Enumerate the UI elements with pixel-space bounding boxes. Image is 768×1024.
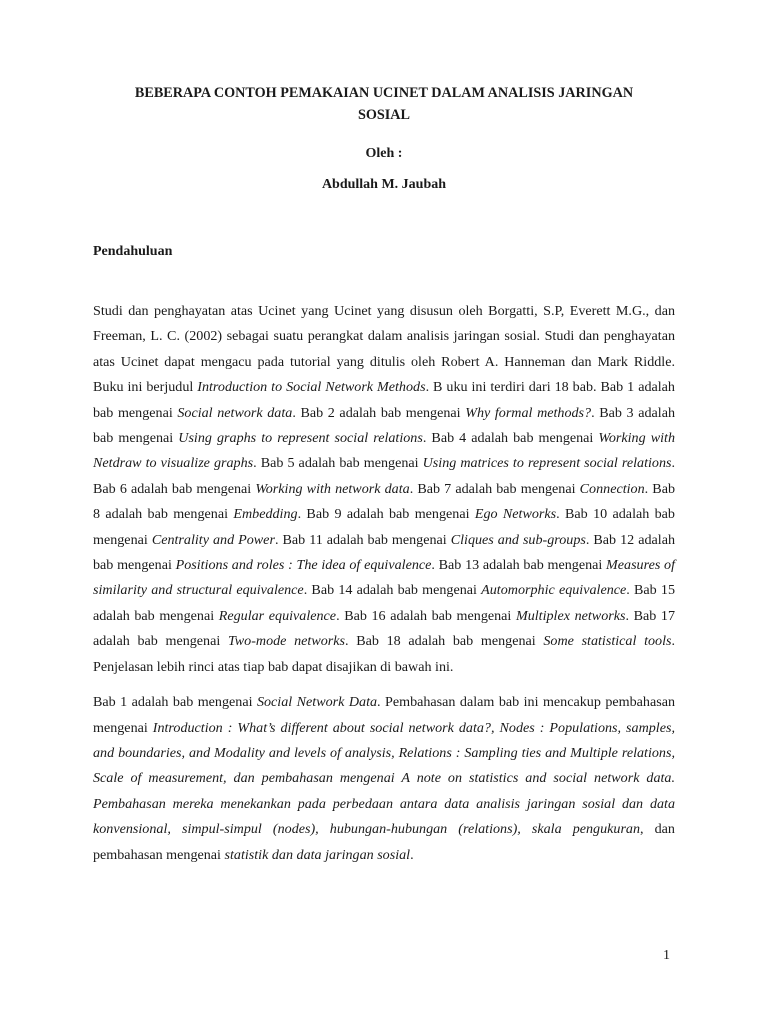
text-run: . Bab 3 adalah bab mengenai [93,404,675,447]
italic-run: Working with Netdraw to visualize graphs [93,430,675,472]
italic-run: Social Network Data [256,694,378,711]
text-run: . Pembahasan dalam bab ini mencakup pembahasan mengenai [93,694,675,736]
author-name: Abdullah M. Jaubah [321,177,447,192]
text-run: . Bab 14 adalah bab mengenai [303,582,482,599]
italic-run: Why formal methods? [465,404,592,421]
section-heading: Pendahuluan [93,244,173,259]
italic-run: Centrality and Power [151,531,275,548]
text-run: . Bab 7 adalah bab mengenai [409,480,580,497]
paragraph-intro [93,299,675,680]
text-run: . Bab 8 adalah bab mengenai [93,480,675,523]
text-run: . [410,846,414,863]
italic-run: Using graphs to represent social relations [178,430,423,447]
text-run: . Bab 9 adalah bab mengenai [297,506,475,523]
text-run: . Bab 5 adalah bab mengenai [253,455,423,472]
italic-run: Positions and roles : The idea of equivalence [175,557,432,574]
text-run: Studi dan penghayatan atas Ucinet yang Ucinet yang disusun oleh Borgatti, S.P, Everett M.G., dan Freeman, L. C. (2002) sebagai suatu perangkat dalam analisis jaringan sosial. Studi dan penghayatan atas Ucinet dapat mengacu pada tutorial yang ditulis oleh Robert A. Hanneman dan Mark Riddle. Buku ini berjudul [93,303,675,396]
text-run: . Bab 4 adalah bab mengenai [422,430,599,447]
text-run: . Bab 13 adalah bab mengenai [431,557,607,574]
text-run: . Bab 11 adalah bab mengenai [274,531,451,548]
text-run: . Bab 16 adalah bab mengenai [336,607,516,624]
page-number: 1 [663,948,670,963]
text-run: . B uku ini terdiri dari 18 bab. Bab 1 adalah bab mengenai [93,379,675,421]
paragraph-chapter-1 [93,690,675,868]
italic-run: Cliques and sub-groups [450,531,586,548]
italic-run: Regular equivalence [218,607,337,624]
italic-run: Two-mode networks [227,633,346,650]
italic-run: Social network data [177,404,293,421]
text-run: Bab 1 adalah bab mengenai [93,694,257,711]
italic-run: Some statistical tools [543,633,672,650]
text-run: . Bab 2 adalah bab mengenai [292,404,466,421]
italic-run: Multiplex networks [515,607,626,624]
by-label: Oleh : [365,146,403,161]
text-run: . Penjelasan lebih rinci atas tiap bab dapat disajikan di bawah ini. [93,633,676,675]
text-run: . Bab 18 adalah bab mengenai [345,633,544,650]
italic-run: Measures of similarity and structural equivalence [93,557,676,599]
italic-run: Ego Networks [474,506,557,523]
text-run: . Bab 10 adalah bab mengenai [93,506,675,548]
italic-run: Working with network data [255,480,410,497]
italic-run: Embedding [233,506,298,523]
text-run: . Bab 17 adalah bab mengenai [93,607,676,650]
document-title: BEBERAPA CONTOH PEMAKAIAN UCINET DALAM ANALISIS JARINGAN SOSIAL [134,85,634,123]
text-run: . Bab 12 adalah bab mengenai [93,531,675,574]
italic-run: Introduction : What’s different about social network data?, Nodes : Populations, samples, and boundaries, and Modality and levels of analysis, Relations : Sampling ties and Multiple relations, Scale of measurement, dan pembahasan mengenai A note on statistics and social network data. Pembahasan mereka menekankan pada perbedaan antara data analisis jaringan sosial dan data konvensional, simpul-simpul (nodes), hubungan-hubungan (relations), skala pengukuran [93,719,675,838]
text-run: , dan pembahasan mengenai [93,821,675,863]
italic-run: Introduction to Social Network Methods [197,379,426,396]
text-run: . Bab 15 adalah bab mengenai [93,582,675,624]
italic-run: Automorphic equivalence [481,582,627,599]
document-page [93,82,675,878]
italic-run: Using matrices to represent social relations [422,455,672,472]
italic-run: Connection [579,480,645,497]
italic-run: statistik dan data jaringan sosial [224,846,411,863]
text-run: . Bab 6 adalah bab mengenai [93,455,676,497]
